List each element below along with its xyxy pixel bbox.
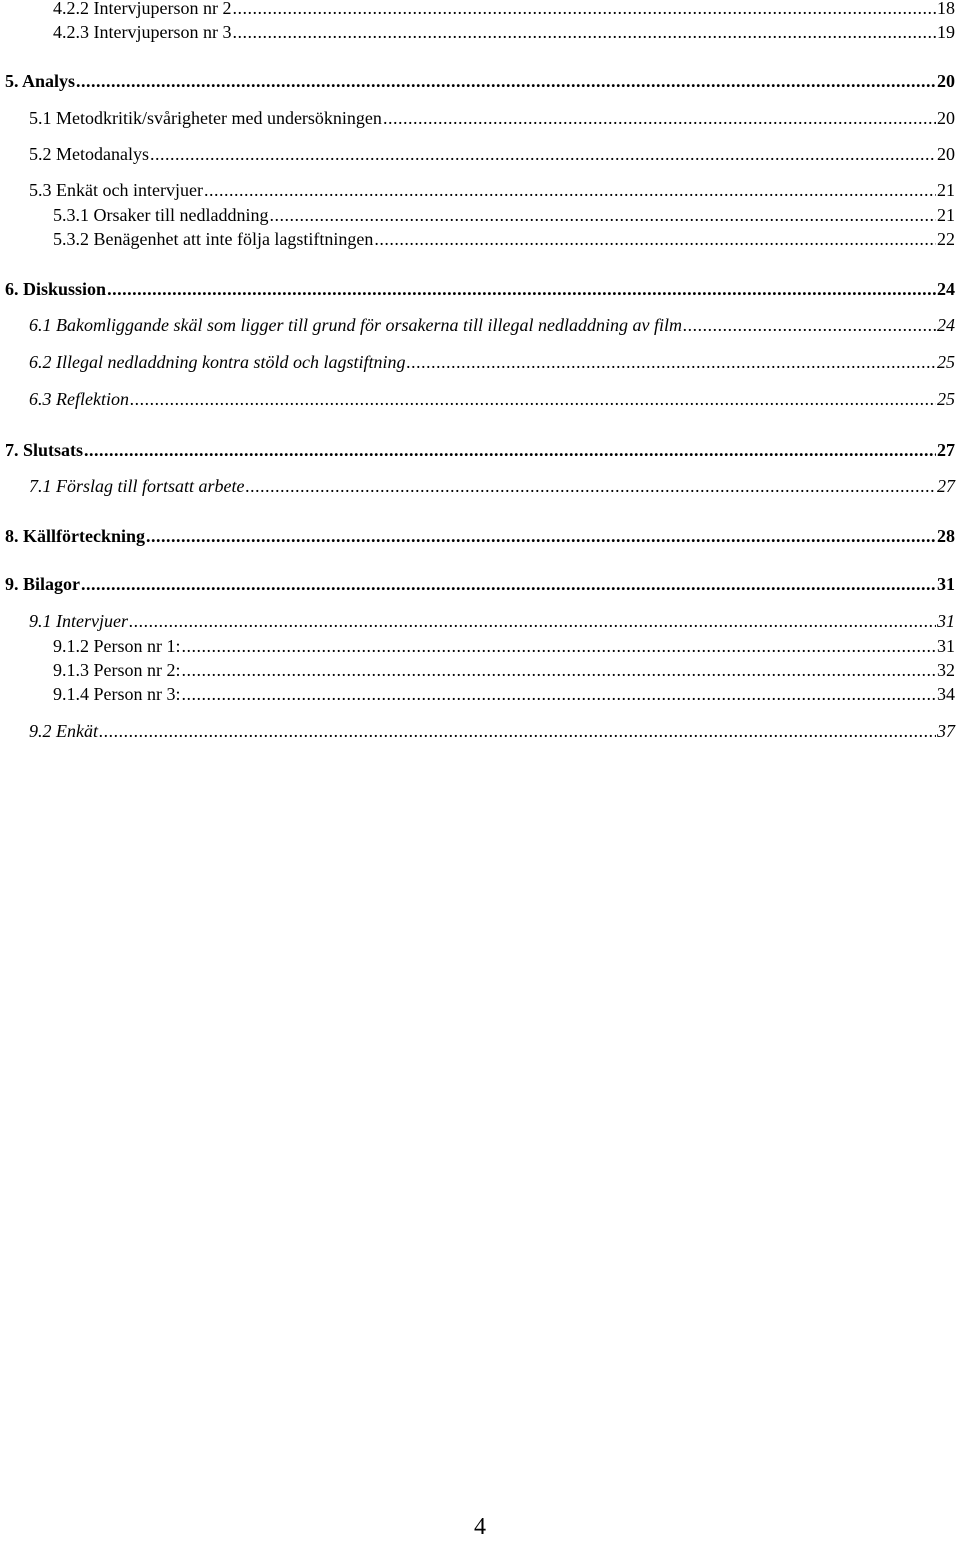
toc-entry-title: 9.1.2 Person nr 1:: [53, 636, 181, 656]
toc-dot-leader: [406, 351, 936, 373]
toc-entry-page: 28: [937, 526, 955, 546]
toc-entry[interactable]: [5, 439, 955, 461]
toc-entry-page: 31: [937, 574, 955, 594]
toc-entry-page: 25: [937, 389, 955, 409]
toc-entry-page: 34: [937, 684, 955, 704]
toc-entry[interactable]: [29, 143, 955, 165]
toc-entry[interactable]: [5, 70, 955, 92]
toc-entry-page: 27: [937, 440, 955, 460]
toc-entry-page: 25: [937, 352, 955, 372]
toc-entry-title: 5.3.2 Benägenhet att inte följa lagstiftningen: [53, 229, 374, 249]
toc-entry-page: 20: [937, 108, 955, 128]
toc-entry-title: 6. Diskussion: [5, 279, 107, 299]
toc-entry-title: 9.1.4 Person nr 3:: [53, 684, 181, 704]
toc-entry[interactable]: [29, 179, 955, 201]
toc-entry[interactable]: [53, 0, 955, 19]
toc-entry-title: 5.2 Metodanalys: [29, 144, 149, 164]
toc-entry-title: 9.2 Enkät: [29, 721, 98, 741]
toc-entry-title: 5. Analys: [5, 71, 76, 91]
table-of-contents: [0, 0, 960, 760]
toc-entry-page: 27: [937, 476, 955, 496]
toc-entry-page: 21: [937, 180, 955, 200]
toc-dot-leader: [150, 143, 936, 165]
toc-dot-leader: [383, 107, 936, 129]
toc-entry-title: 9.1 Intervjuer: [29, 611, 128, 631]
toc-dot-leader: [204, 179, 936, 201]
toc-dot-leader: [146, 525, 936, 547]
toc-entry-page: 20: [937, 144, 955, 164]
toc-entry-title: 7.1 Förslag till fortsatt arbete: [29, 476, 245, 496]
toc-entry-title: 9.1.3 Person nr 2:: [53, 660, 181, 680]
toc-entry-title: 6.3 Reflektion: [29, 389, 129, 409]
toc-dot-leader: [683, 314, 936, 336]
toc-entry-page: 21: [937, 205, 955, 225]
toc-entry-title: 5.1 Metodkritik/svårigheter med undersökningen: [29, 108, 382, 128]
toc-dot-leader: [182, 659, 937, 681]
toc-entry[interactable]: [29, 388, 955, 410]
toc-entry-title: 8. Källförteckning: [5, 526, 145, 546]
toc-entry-page: 22: [937, 229, 955, 249]
toc-dot-leader: [130, 388, 936, 410]
toc-entry[interactable]: [5, 525, 955, 547]
toc-entry[interactable]: [53, 659, 955, 681]
toc-entry-title: 9. Bilagor: [5, 574, 80, 594]
toc-entry-title: 6.1 Bakomliggande skäl som ligger till grund för orsakerna till illegal nedladdning av film: [29, 315, 682, 335]
toc-entry-page: 31: [937, 611, 955, 631]
toc-entry[interactable]: [29, 314, 955, 336]
toc-entry[interactable]: [29, 720, 955, 742]
toc-dot-leader: [182, 635, 937, 657]
toc-entry-page: 31: [937, 636, 955, 656]
toc-entry[interactable]: [53, 204, 955, 226]
toc-entry[interactable]: [53, 21, 955, 43]
toc-entry-page: 24: [937, 279, 955, 299]
toc-entry-page: 20: [937, 71, 955, 91]
toc-entry-page: 32: [937, 660, 955, 680]
toc-dot-leader: [232, 0, 936, 19]
toc-entry[interactable]: [53, 228, 955, 250]
toc-dot-leader: [84, 439, 936, 461]
toc-entry-title: 5.3.1 Orsaker till nedladdning: [53, 205, 269, 225]
toc-dot-leader: [246, 475, 936, 497]
toc-entry[interactable]: [5, 573, 955, 595]
toc-dot-leader: [182, 683, 937, 705]
toc-entry[interactable]: [29, 610, 955, 632]
toc-entry[interactable]: [29, 107, 955, 129]
toc-entry-page: 19: [937, 22, 955, 42]
toc-dot-leader: [76, 70, 936, 92]
page-number: 4: [474, 1514, 486, 1540]
toc-entry-title: 5.3 Enkät och intervjuer: [29, 180, 203, 200]
toc-entry-title: 7. Slutsats: [5, 440, 84, 460]
toc-entry[interactable]: [29, 475, 955, 497]
toc-dot-leader: [81, 573, 936, 595]
toc-entry[interactable]: [5, 278, 955, 300]
toc-entry-title: 4.2.3 Intervjuperson nr 3: [53, 22, 232, 42]
toc-dot-leader: [99, 720, 936, 742]
toc-dot-leader: [374, 228, 936, 250]
toc-dot-leader: [232, 21, 936, 43]
toc-entry-page: 18: [937, 0, 955, 18]
toc-dot-leader: [107, 278, 936, 300]
toc-entry-page: 24: [937, 315, 955, 335]
toc-entry-title: 4.2.2 Intervjuperson nr 2: [53, 0, 232, 18]
toc-dot-leader: [269, 204, 936, 226]
toc-entry[interactable]: [29, 351, 955, 373]
toc-entry-title: 6.2 Illegal nedladdning kontra stöld och lagstiftning: [29, 352, 406, 372]
toc-entry[interactable]: [53, 635, 955, 657]
toc-entry-page: 37: [937, 721, 955, 741]
toc-entry[interactable]: [53, 683, 955, 705]
toc-dot-leader: [129, 610, 936, 632]
